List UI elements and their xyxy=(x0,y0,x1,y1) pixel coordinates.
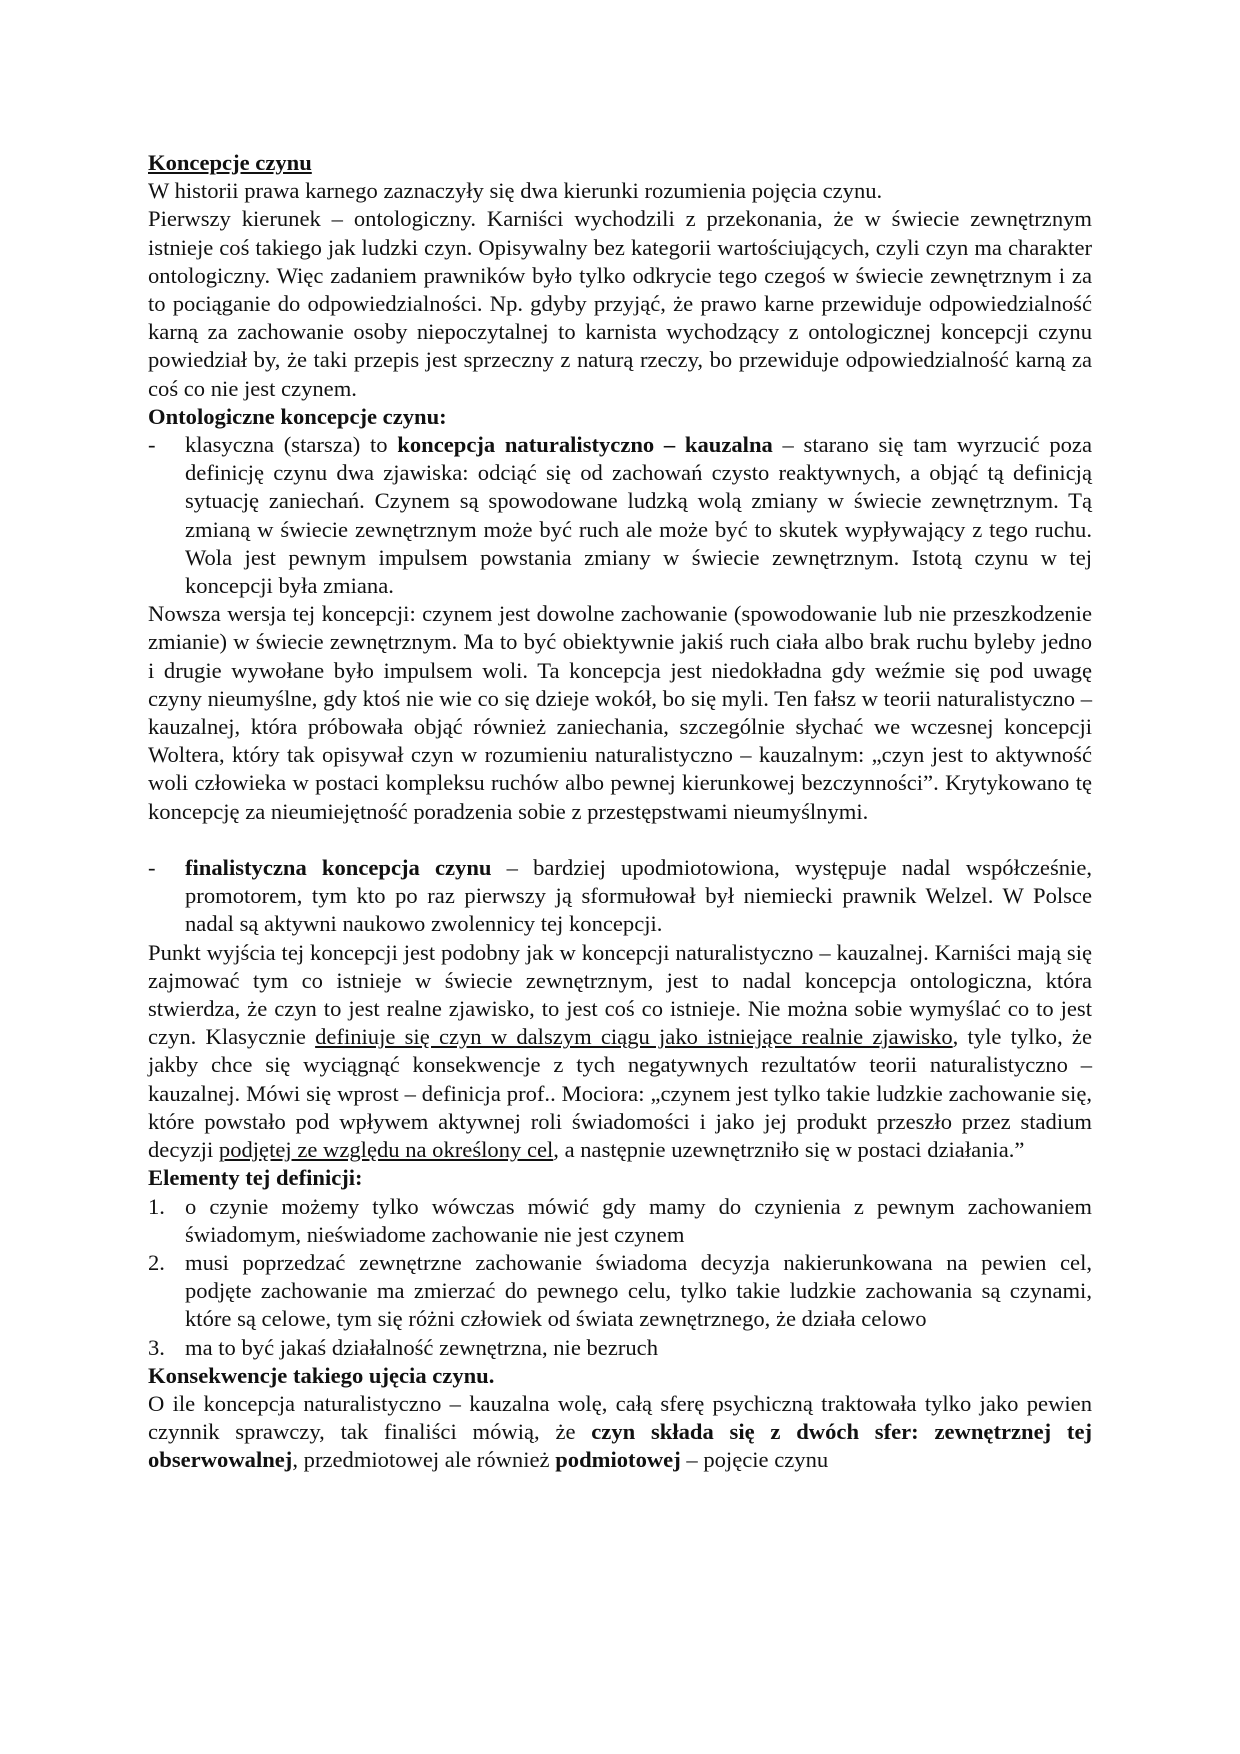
list-item xyxy=(148,1249,1092,1334)
underlined-text: definiuje się czyn w dalszym ciągu jako istniejące realnie zjawisko xyxy=(315,1024,953,1050)
text-run: Elementy tej definicji: xyxy=(148,1165,363,1191)
blank-line xyxy=(148,826,1092,854)
document-title: Koncepcje czynu xyxy=(148,150,312,175)
text-run: O ile koncepcja naturalistyczno – kauzalna wolę, całą sferę psychiczną traktowała tylko jako pewien czynnik sprawczy, tak finaliści mówią, że xyxy=(148,1390,1092,1445)
list-item xyxy=(148,1334,1092,1362)
text-run: , tyle tylko, że jakby chce się wyciągnąć konsekwencje z tych negatywnych rezultatów teorii naturalistyczno – kauzalnej. Mówi się wprost – definicja prof.. Mociora: „czynem jest tylko takie ludzkie zachowanie się, które powstało pod wpływem aktywnej roli świadomości i jako jej produkt przeszło przez stadium decyzji xyxy=(148,1024,1092,1163)
paragraph xyxy=(148,939,1092,1165)
document-page xyxy=(148,149,1092,1475)
paragraph xyxy=(148,1390,1092,1475)
bold-text: podmiotowej xyxy=(555,1447,681,1473)
list-item xyxy=(148,854,1092,939)
list-marker: - xyxy=(148,855,156,881)
text-run: , a następnie uzewnętrzniło się w postaci działania.” xyxy=(553,1137,1025,1163)
section-heading xyxy=(148,403,1092,431)
text-run: Ontologiczne koncepcje czynu: xyxy=(148,403,447,429)
text-run: klasyczna (starsza) to xyxy=(185,432,398,458)
text-run: , przedmiotowej ale również xyxy=(292,1447,556,1473)
list-marker: 1. xyxy=(148,1193,165,1219)
bold-text: finalistyczna koncepcja czynu xyxy=(185,855,492,881)
underlined-text: podjętej ze względu na określony cel xyxy=(218,1137,554,1163)
text-run: Punkt wyjścia tej koncepcji jest podobny jak w koncepcji naturalistyczno – kauzalnej. Karniści mają się zajmować tym co istnieje w świecie zewnętrznym, jest to nadal koncepcja ontologiczna, która stwierdza, że czyn to jest realne zjawisko, to jest coś co istnieje. Nie można sobie wymyślać co to jest czyn. Klasycznie xyxy=(148,939,1092,1050)
text-run: Nowsza wersja tej koncepcji: czynem jest dowolne zachowanie (spowodowanie lub nie przeszkodzenie zmianie) w świecie zewnętrznym. Ma to być obiektywnie jakiś ruch ciała albo brak ruchu byleby jedno i drugie wywołane było impulsem woli. Ta koncepcja jest niedokładna gdy weźmie się pod uwagę czyny nieumyślne, gdy ktoś nie wie co się dzieje wokół, bo się myli. Ten fałsz w teorii naturalistyczno – kauzalnej, która próbowała objąć również zaniechania, szczególnie słychać we wczesnej koncepcji Woltera, który tak opisywał czyn w rozumieniu naturalistyczno – kauzalnym: „czyn jest to aktywność woli człowieka w postaci kompleksu ruchów albo pewnej kierunkowej bezczynności”. Krytykowano tę koncepcję za nieumiejętność poradzenia sobie z przestępstwami nieumyślnymi. xyxy=(148,601,1092,824)
bold-text: koncepcja naturalistyczno – kauzalna xyxy=(397,432,773,458)
paragraph xyxy=(148,205,1092,402)
text-run: – starano się tam wyrzucić poza definicję czynu dwa zjawiska: odciąć się od zachowań czysto reaktywnych, a objąć tą definicją sytuację zaniechań. Czynem są spowodowane ludzką wolą zmiany w świecie zewnętrznym. Tą zmianą w świecie zewnętrznym może być ruch ale może być to skutek wypływający z tego ruchu. Wola jest pewnym impulsem powstania zmiany w świecie zewnętrznym. Istotą czynu w tej koncepcji była zmiana. xyxy=(185,432,1092,599)
list-item-text xyxy=(185,1334,1092,1362)
list-item xyxy=(148,1193,1092,1249)
list-item-text xyxy=(185,854,1092,939)
section-heading xyxy=(148,1164,1092,1192)
list-marker: 2. xyxy=(148,1249,165,1275)
text-run: W historii prawa karnego zaznaczyły się dwa kierunki rozumienia pojęcia czynu. xyxy=(148,178,883,204)
section-heading xyxy=(148,1362,1092,1390)
text-run: Pierwszy kierunek – ontologiczny. Karniści wychodzili z przekonania, że w świecie zewnętrznym istnieje coś takiego jak ludzki czyn. Opisywalny bez kategorii wartościujących, czyli czyn ma charakter ontologiczny. Więc zadaniem prawników było tylko odkrycie tego czegoś w świecie zewnętrznym i za to pociąganie do odpowiedzialności. Np. gdyby przyjąć, że prawo karne przewiduje odpowiedzialność karną za zachowanie osoby niepoczytalnej to karnista wychodzący z ontologicznej koncepcji czynu powiedział by, że taki przepis jest sprzeczny z naturą rzeczy, bo przewiduje odpowiedzialność karną za coś co nie jest czynem. xyxy=(148,206,1092,401)
list-item-text xyxy=(185,431,1092,600)
list-marker: 3. xyxy=(148,1334,165,1360)
paragraph xyxy=(148,177,1092,205)
document-body xyxy=(148,177,1092,1474)
list-item xyxy=(148,431,1092,600)
paragraph xyxy=(148,600,1092,826)
text-run: o czynie możemy tylko wówczas mówić gdy mamy do czynienia z pewnym zachowaniem świadomym, nieświadome zachowanie nie jest czynem xyxy=(185,1193,1092,1247)
bold-text: czyn składa się z dwóch sfer: zewnętrznej tej obserwowalnej xyxy=(148,1419,1092,1473)
text-run: musi poprzedzać zewnętrzne zachowanie świadoma decyzja nakierunkowana na pewien cel, podjęte zachowanie ma zmierzać do pewnego celu, tylko takie ludzkie zachowania są czynami, które są celowe, tym się różni człowiek od świata zewnętrznego, że działa celowo xyxy=(185,1249,1092,1332)
list-item-text xyxy=(185,1249,1092,1334)
text-run: ma to być jakaś działalność zewnętrzna, nie bezruch xyxy=(185,1334,658,1360)
list-item-text xyxy=(185,1193,1092,1249)
text-run: Konsekwencje takiego ujęcia czynu. xyxy=(148,1362,495,1388)
text-run: – pojęcie czynu xyxy=(680,1447,829,1473)
list-marker: - xyxy=(148,432,156,458)
text-run: – bardziej upodmiotowiona, występuje nadal współcześnie, promotorem, tym kto po raz pierwszy ją sformułował był niemiecki prawnik Welzel. W Polsce nadal są aktywni naukowo zwolennicy tej koncepcji. xyxy=(185,855,1092,937)
